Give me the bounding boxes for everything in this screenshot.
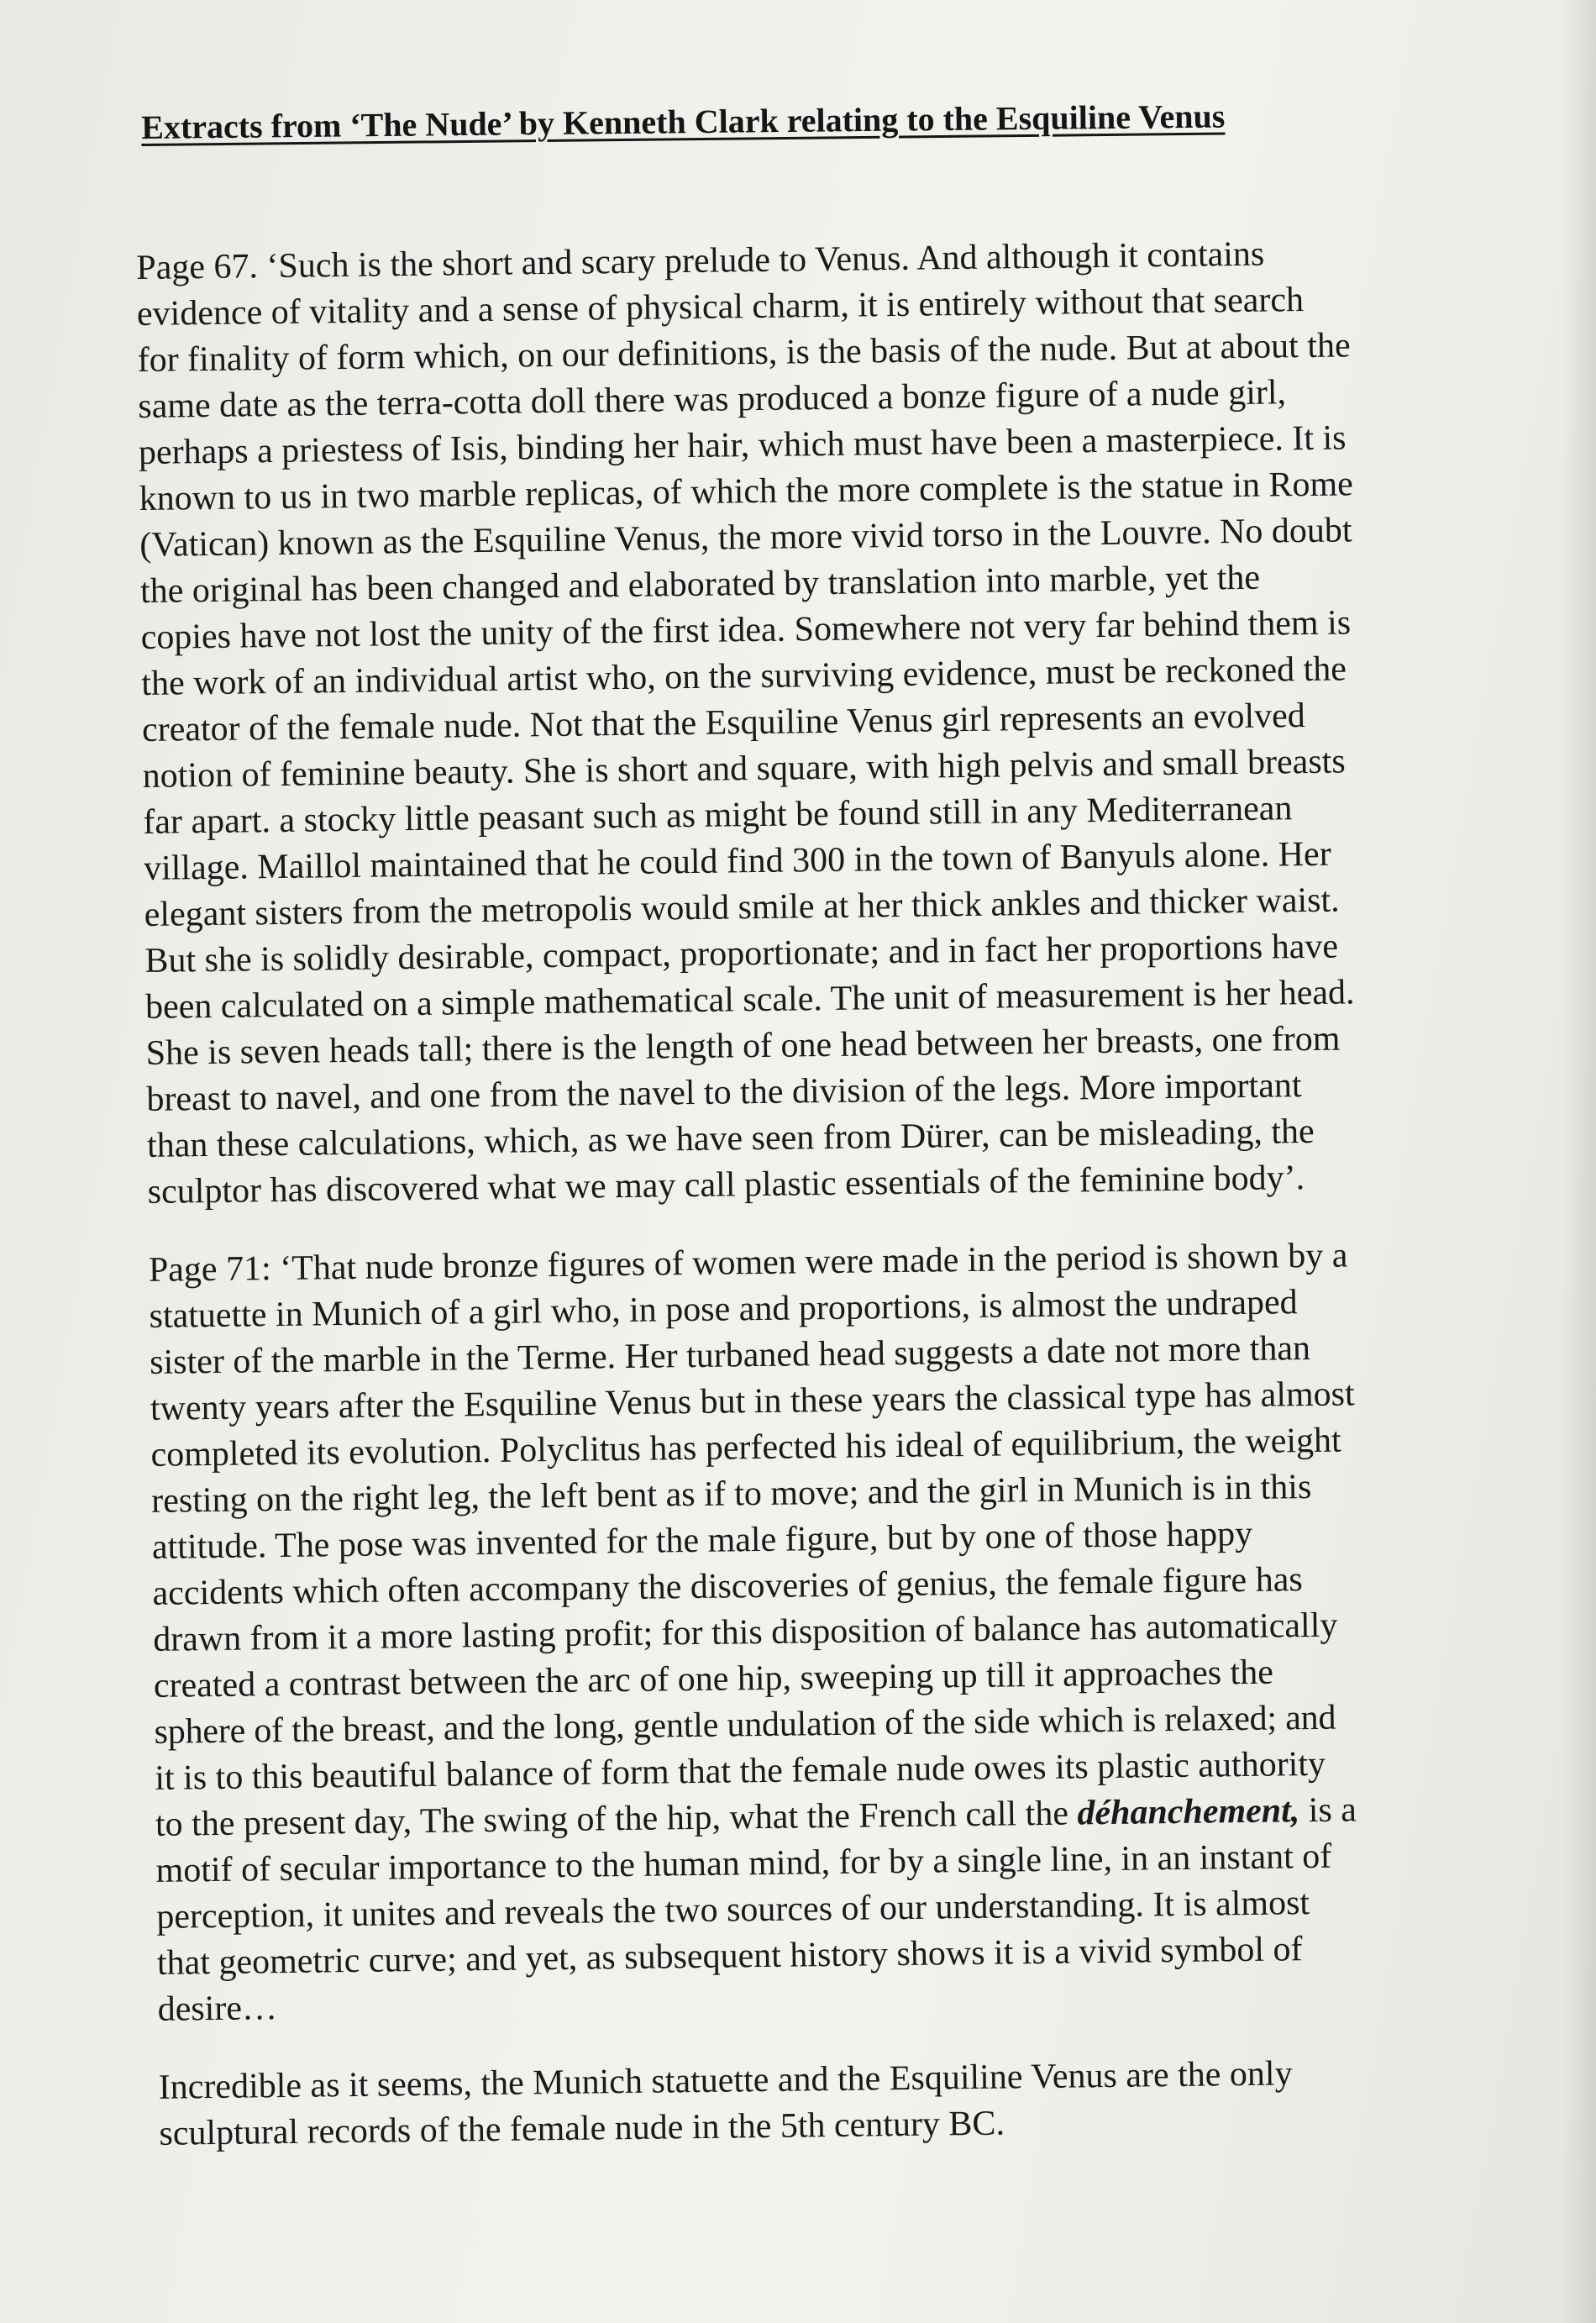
text-line: Page 67. ‘Such is the short and scary prelude to Venus. And although it contains	[136, 234, 1265, 287]
text-line: that geometric curve; and yet, as subsequent history shows it is a vivid symbol of	[156, 1930, 1303, 1983]
text-line: attitude. The pose was invented for the male figure, but by one of those happy	[151, 1514, 1253, 1567]
text-line: creator of the female nude. Not that the Esquiline Venus girl represents an evolved	[141, 696, 1306, 749]
text-line: than these calculations, which, as we have seen from Dürer, can be misleading, the	[146, 1112, 1315, 1165]
text-line: resting on the right leg, the left bent as if to move; and the girl in Munich is in this	[150, 1468, 1312, 1521]
text-line: it is to this beautiful balance of form that the female nude owes its plastic authority	[155, 1744, 1326, 1798]
text-line: Incredible as it seems, the Munich statuette and the Esquiline Venus are the only	[158, 2054, 1293, 2107]
text-line: evidence of vitality and a sense of physical charm, it is entirely without that search	[136, 281, 1305, 334]
text-line: drawn from it a more lasting profit; for this disposition of balance has automatically	[152, 1606, 1338, 1659]
text-line: sphere of the breast, and the long, gentle undulation of the side which is relaxed; and	[154, 1698, 1336, 1752]
text-line: twenty years after the Esquiline Venus but in these years the classical type has almost	[150, 1374, 1355, 1428]
text-line: accidents which often accompany the discoveries of genius, the female figure has	[152, 1560, 1303, 1613]
text-line: But she is solidly desirable, compact, proportionate; and in fact her proportions have	[144, 927, 1339, 980]
text-line: Page 71: ‘That nude bronze figures of women were made in the period is shown by a	[148, 1236, 1348, 1290]
text-line: known to us in two marble replicas, of which the more complete is the statue in Rome	[139, 465, 1354, 518]
text-line: been calculated on a simple mathematical scale. The unit of measurement is her head.	[144, 973, 1355, 1027]
text-line: (Vatican) known as the Esquiline Venus, the more vivid torso in the Louvre. No doubt	[139, 511, 1352, 565]
text-line: perhaps a priestess of Isis, binding her hair, which must have been a masterpiece. It is	[138, 418, 1347, 472]
text-line: village. Maillol maintained that he could find 300 in the town of Banyuls alone. Her	[143, 834, 1331, 888]
text-segment: to the present day, The swing of the hip, what the French call the	[155, 1794, 1078, 1844]
paragraph-page-71	[149, 1230, 1586, 2033]
text-line: sculptor has discovered what we may call plastic essentials of the feminine body’.	[147, 1159, 1305, 1211]
paragraph-conclusion	[158, 2047, 1587, 2157]
text-line: She is seven heads tall; there is the length of one head between her breasts, one from	[145, 1019, 1341, 1073]
text-line: notion of feminine beauty. She is short and square, with high pelvis and small breasts	[142, 742, 1346, 796]
text-line: the work of an individual artist who, on the surviving evidence, must be reckoned the	[141, 649, 1347, 703]
text-line: motif of secular importance to the human mind, for by a single line, in an instant of	[155, 1837, 1332, 1890]
document-title: Extracts from ‘The Nude’ by Kenneth Clark relating to the Esquiline Venus	[141, 97, 1226, 146]
text-line: same date as the terra-cotta doll there was produced a bonze figure of a nude girl,	[138, 373, 1287, 426]
text-segment: is a	[1299, 1790, 1357, 1831]
text-line: created a contrast between the arc of one hip, sweeping up till it approaches the	[153, 1653, 1274, 1705]
text-line: sculptural records of the female nude in the 5th century BC.	[159, 2104, 1005, 2153]
text-line: completed its evolution. Polyclitus has perfected his ideal of equilibrium, the weight	[150, 1421, 1341, 1474]
text-line: sister of the marble in the Terme. Her turbaned head suggests a date not more than	[149, 1329, 1311, 1382]
paragraph-page-67	[136, 228, 1576, 1216]
text-line: perception, it unites and reveals the two sources of our understanding. It is almost	[156, 1884, 1310, 1937]
emphasis-dehanchement: déhanchement,	[1077, 1791, 1300, 1833]
text-line: the original has been changed and elaborated by translation into marble, yet the	[139, 558, 1261, 611]
text-line: far apart. a stocky little peasant such as might be found still in any Mediterranean	[143, 789, 1293, 842]
text-line: elegant sisters from the metropolis would smile at her thick ankles and thicker waist.	[144, 880, 1340, 934]
text-line: for finality of form which, on our definitions, is the basis of the nude. But at about the	[137, 326, 1351, 380]
document-body	[136, 228, 1588, 2189]
text-line: breast to navel, and one from the navel to the division of the legs. More important	[146, 1066, 1302, 1119]
text-line: desire…	[157, 1989, 278, 2029]
text-line: copies have not lost the unity of the first idea. Somewhere not very far behind them is	[140, 603, 1352, 657]
text-line: statuette in Munich of a girl who, in pose and proportions, is almost the undraped	[149, 1283, 1298, 1336]
